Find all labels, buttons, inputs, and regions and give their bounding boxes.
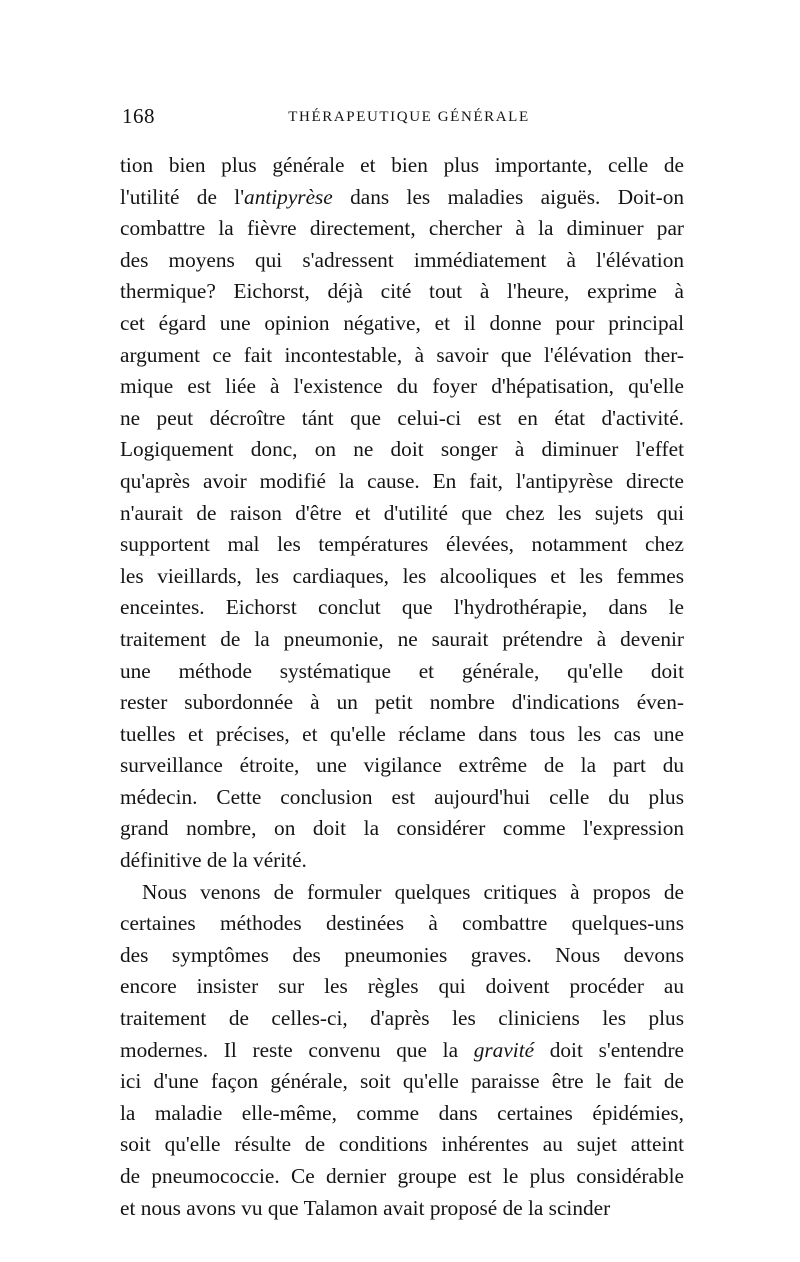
text-line: enceintes. Eichorst conclut que l'hydrothérapie, dans le [120,595,684,620]
text-line: supportent mal les températures élevées, notamment chez [120,532,684,557]
text-line: Logiquement donc, on ne doit songer à diminuer l'effet [120,437,684,462]
text-line: thermique? Eichorst, déjà cité tout à l'heure, exprime à [120,279,684,304]
text-line: médecin. Cette conclusion est aujourd'hui celle du plus [120,784,684,809]
italic-term: antipyrèse [244,184,333,209]
text-line: n'aurait de raison d'être et d'utilité que chez les sujets qui [120,500,684,525]
text-line: traitement de la pneumonie, ne saurait prétendre à devenir [120,626,684,651]
text-line: des moyens qui s'adressent immédiatement à l'élévation [120,247,684,272]
text-line: soit qu'elle résulte de conditions inhérentes au sujet atteint [120,1132,684,1157]
text-line: des symptômes des pneumonies graves. Nous devons [120,942,684,967]
text-line: certaines méthodes destinées à combattre quelques-uns [120,911,684,936]
text-line: la maladie elle-même, comme dans certaines épidémies, [120,1100,684,1125]
text-line: Nous venons de formuler quelques critiques à propos de [142,879,684,904]
text-line: ici d'une façon générale, soit qu'elle paraisse être le fait de [120,1069,684,1094]
text-line: l'utilité de l'antipyrèse dans les maladies aiguës. Doit-on [120,184,684,209]
text-line: argument ce fait incontestable, à savoir que l'élévation ther- [120,342,684,367]
text-line: encore insister sur les règles qui doivent procéder au [120,974,684,999]
text-line: les vieillards, les cardiaques, les alcooliques et les femmes [120,563,684,588]
text-line: traitement de celles-ci, d'après les cliniciens les plus [120,1006,684,1031]
text-line: combattre la fièvre directement, chercher à la diminuer par [120,216,684,241]
text-line: définitive de la vérité. [120,848,307,873]
text-line: rester subordonnée à un petit nombre d'indications éven- [120,690,684,715]
text-line: cet égard une opinion négative, et il donne pour principal [120,310,684,335]
text-line: modernes. Il reste convenu que la gravité doit s'entendre [120,1037,685,1062]
text-line: tion bien plus générale et bien plus importante, celle de [120,153,684,177]
paragraph [120,877,684,1225]
italic-term: gravité [473,1037,535,1062]
page-number: 168 [122,104,155,128]
text-line: de pneumococcie. Ce dernier groupe est le plus considérable [120,1164,684,1188]
text-line: tuelles et précises, et qu'elle réclame dans tous les cas une [120,721,684,746]
text-line: surveillance étroite, une vigilance extrême de la part du [120,753,684,778]
text-line: une méthode systématique et générale, qu'elle doit [120,658,684,683]
text-line: ne peut décroître tánt que celui-ci est en état d'activité. [120,405,684,430]
text-line: qu'après avoir modifié la cause. En fait, l'antipyrèse directe [120,468,684,493]
text-line: et nous avons vu que Talamon avait proposé de la scinder [120,1195,611,1220]
page-header [122,104,682,134]
paragraph [120,150,684,877]
running-title: THÉRAPEUTIQUE GÉNÉRALE [288,109,530,125]
text-line: grand nombre, on doit la considérer comme l'expression [120,816,684,841]
body-text [120,150,684,1224]
text-line: mique est liée à l'existence du foyer d'hépatisation, qu'elle [120,374,684,399]
